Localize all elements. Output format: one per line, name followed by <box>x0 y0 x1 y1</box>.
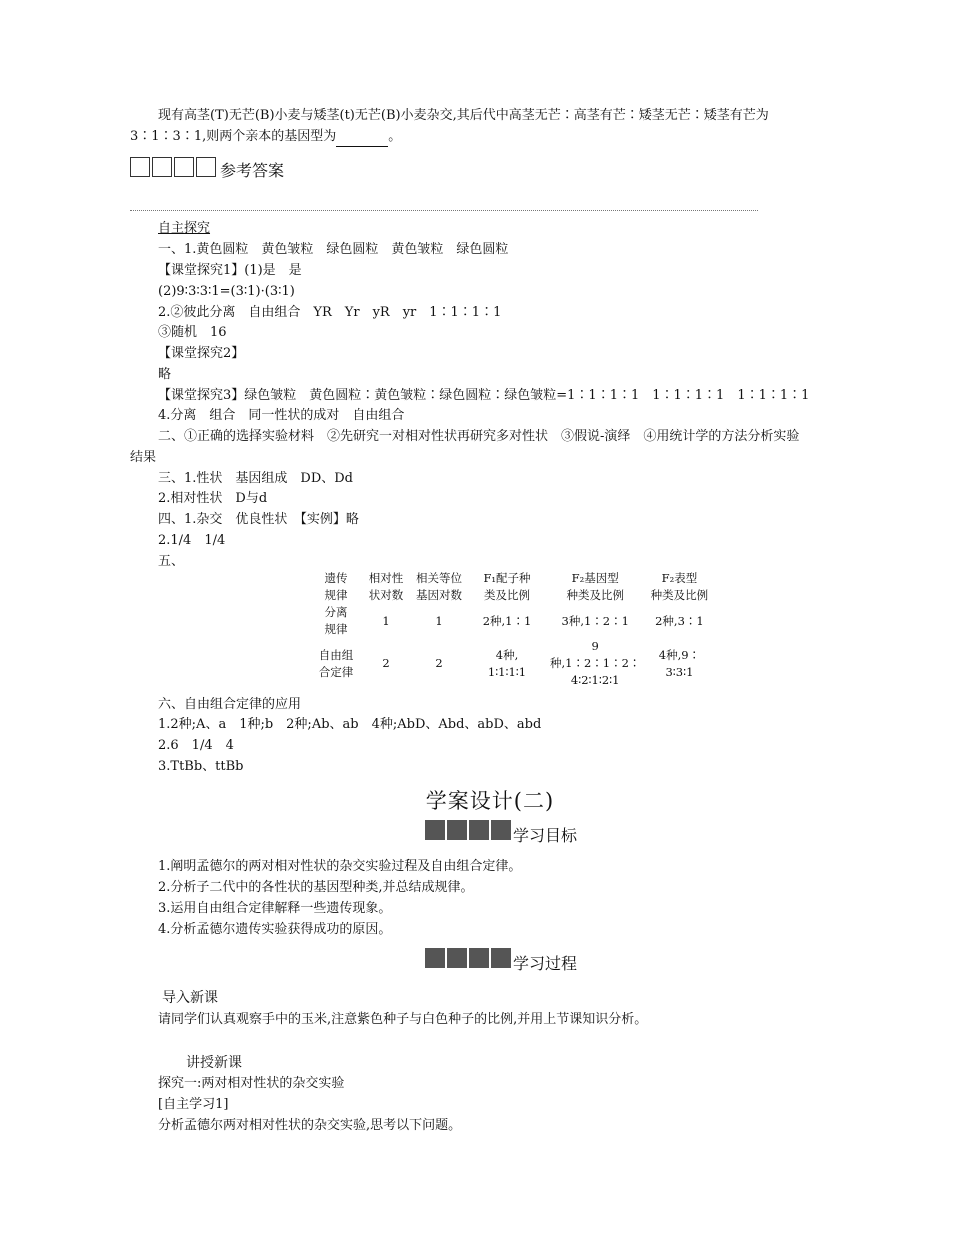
heading-boxes <box>425 820 513 840</box>
answers-heading: 参考答案 <box>220 161 285 180</box>
table-header-row <box>310 570 714 604</box>
heading-boxes <box>130 157 218 177</box>
table-cell: 4种, 1∶1∶1∶1 <box>487 647 527 679</box>
answer-line: 2.1/4 1/4 <box>158 533 226 548</box>
heading-boxes <box>425 948 513 968</box>
table-cell: 3种,1∶2∶1 <box>561 613 629 628</box>
table-cell: 1 <box>435 613 443 628</box>
answer-line: 二、①正确的选择实验材料 ②先研究一对相对性状再研究多对性状 ③假说-演绎 ④用统计学的方法分析实验 <box>158 429 800 444</box>
answer-line: 六、自由组合定律的应用 <box>158 697 302 712</box>
table-cell: 分离 规律 <box>324 605 348 636</box>
goals-heading: 学习目标 <box>513 826 578 845</box>
self-study-label: [自主学习1] <box>158 1097 229 1112</box>
zizhu-heading: 自主探究 <box>158 221 211 236</box>
table-header-cell: F₂基因型 种类及比例 <box>566 571 624 602</box>
goal-item: 1.阐明孟德尔的两对相对性状的杂交实验过程及自由组合定律。 <box>158 859 522 874</box>
goal-item: 2.分析子二代中的各性状的基因型种类,并总结成规律。 <box>158 880 474 895</box>
table-header-cell: 遗传 规律 <box>324 571 348 602</box>
table-cell: 2种,1∶1 <box>482 613 532 628</box>
intro-text: 请同学们认真观察手中的玉米,注意紫色种子与白色种子的比例,并用上节课知识分析。 <box>158 1012 648 1027</box>
process-heading: 学习过程 <box>513 954 578 973</box>
answer-line: 【课堂探究3】绿色皱粒 黄色圆粒∶黄色皱粒∶绿色圆粒∶绿色皱粒=1∶1∶1∶1 1∶1∶1∶1 1∶1∶1∶1 <box>158 388 810 403</box>
answer-line: 2.相对性状 D与d <box>158 491 268 506</box>
genetics-table <box>310 570 714 689</box>
answer-line: 三、1.性状 基因组成 DD、Dd <box>158 471 353 486</box>
answer-line: 结果 <box>130 450 157 465</box>
table-cell: 4种,9∶ 3∶3∶1 <box>658 647 701 679</box>
explore-heading: 探究一:两对相对性状的杂交实验 <box>158 1076 345 1091</box>
intro-heading: 导入新课 <box>162 990 218 1006</box>
design-title: 学案设计(二) <box>425 789 555 813</box>
answer-line: 2.②彼此分离 自由组合 YR Yr yR yr 1∶1∶1∶1 <box>158 305 502 320</box>
analyze-text: 分析孟德尔两对相对性状的杂交实验,思考以下问题。 <box>158 1118 462 1133</box>
answer-line: 2.6 1/4 4 <box>158 738 234 753</box>
answer-line: 略 <box>158 367 172 382</box>
table-cell: 2种,3∶1 <box>655 613 704 628</box>
goal-item: 3.运用自由组合定律解释一些遗传现象。 <box>158 901 392 916</box>
teach-heading: 讲授新课 <box>186 1055 242 1071</box>
divider <box>130 210 758 211</box>
answer-line: 【课堂探究1】(1)是 是 <box>158 263 302 278</box>
table-header-cell: F₁配子种 类及比例 <box>483 571 531 602</box>
question-suffix: 。 <box>388 129 402 144</box>
answer-line: 4.分离 组合 同一性状的成对 自由组合 <box>158 408 405 423</box>
answer-blank <box>336 132 388 147</box>
answer-line: 五、 <box>158 554 185 569</box>
answer-line: 一、1.黄色圆粒 黄色皱粒 绿色圆粒 黄色皱粒 绿色圆粒 <box>158 242 509 257</box>
table-header-cell: F₂表型 种类及比例 <box>650 571 709 602</box>
table-cell: 自由组 合定律 <box>318 647 354 679</box>
answer-line: 【课堂探究2】 <box>158 346 245 361</box>
table-row <box>310 638 714 689</box>
answer-line: 四、1.杂交 优良性状 【实例】略 <box>158 512 359 527</box>
question-text-line1: 现有高茎(T)无芒(B)小麦与矮茎(t)无芒(B)小麦杂交,其后代中高茎无芒∶高茎有芒∶矮茎无芒∶矮茎有芒为 <box>158 108 769 123</box>
table-header-cell: 相对性 状对数 <box>368 571 404 602</box>
table-row <box>310 604 714 638</box>
answer-line: (2)9∶3∶3∶1=(3∶1)·(3∶1) <box>158 284 295 299</box>
question-text-line2 <box>130 127 401 147</box>
table-cell: 2 <box>435 656 443 670</box>
answer-line: ③随机 16 <box>158 325 227 340</box>
table-cell: 1 <box>382 613 390 628</box>
table-cell: 2 <box>382 656 390 670</box>
goal-item: 4.分析孟德尔遗传实验获得成功的原因。 <box>158 922 392 937</box>
answer-line: 1.2种;A、a 1种;b 2种;Ab、ab 4种;AbD、Abd、abD、abd <box>158 717 542 732</box>
table-cell: 9种,1∶2∶1∶2∶ 4∶2∶1∶2∶1 <box>550 639 641 687</box>
table-header-cell: 相关等位 基因对数 <box>416 571 462 602</box>
question-prefix: 3∶1∶3∶1,则两个亲本的基因型为 <box>130 129 337 144</box>
answer-line: 3.TtBb、ttBb <box>158 759 244 774</box>
